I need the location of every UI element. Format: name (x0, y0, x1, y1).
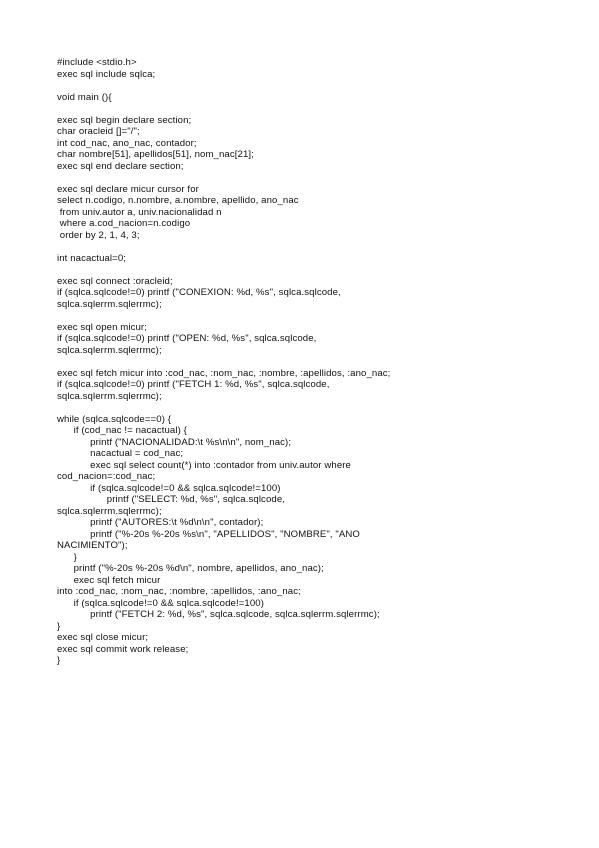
code-line: from univ.autor a, univ.nacionalidad n (57, 206, 222, 218)
code-line: cod_nacion=:cod_nac; (57, 471, 156, 482)
code-line: printf ("AUTORES:\t %d\n\n", contador); (57, 517, 264, 528)
code-line: select n.codigo, n.nombre, a.nombre, apellido, ano_nac (57, 195, 299, 206)
code-line: printf ("%-20s %-20s %s\n", "APELLIDOS", "NOMBRE", "ANO (57, 528, 360, 540)
code-line (57, 103, 577, 115)
code-line: if (cod_nac != nacactual) { (57, 425, 187, 436)
code-line: } (57, 655, 61, 666)
code-line: exec sql declare micur cursor for (57, 183, 199, 195)
code-line: int cod_nac, ano_nac, contador; (57, 137, 197, 149)
code-line: exec sql commit work release; (57, 643, 189, 655)
code-line: exec sql include sqlca; (57, 68, 156, 80)
code-line: exec sql close micur; (57, 632, 149, 643)
code-line: exec sql fetch micur into :cod_nac, :nom_nac, :nombre, :apellidos, :ano_nac; (57, 367, 391, 379)
code-line (57, 264, 577, 276)
code-line: } (57, 551, 77, 563)
code-line (57, 80, 577, 92)
code-line: char nombre[51], apellidos[51], nom_nac[21]; (57, 149, 254, 160)
code-line (57, 310, 577, 322)
code-line: exec sql open micur; (57, 321, 147, 333)
code-line (57, 356, 577, 368)
code-line: sqlca.sqlerrm.sqlerrmc); (57, 505, 162, 517)
code-line: int nacactual=0; (57, 252, 127, 264)
code-line: if (sqlca.sqlcode!=0 && sqlca.sqlcode!=100) (57, 482, 281, 494)
code-line: printf ("FETCH 2: %d, %s", sqlca.sqlcode, sqlca.sqlerrm.sqlerrmc); (57, 609, 380, 620)
code-line: sqlca.sqlerrm.sqlerrmc); (57, 344, 162, 356)
code-line: printf ("%-20s %-20s %d\n", nombre, apellidos, ano_nac); (57, 563, 324, 574)
code-line: order by 2, 1, 4, 3; (57, 229, 140, 241)
code-line: void main (){ (57, 91, 112, 103)
code-line: if (sqlca.sqlcode!=0 && sqlca.sqlcode!=100) (57, 597, 265, 609)
code-line: where a.cod_nacion=n.codigo (57, 218, 191, 229)
code-line: char oracleid []="/"; (57, 126, 140, 137)
code-line: #include <stdio.h> (57, 57, 137, 68)
source-code-block (57, 57, 577, 667)
code-line: exec sql end declare section; (57, 160, 184, 172)
code-line (57, 241, 577, 253)
code-line: exec sql select count(*) into :contador from univ.autor where (57, 459, 351, 471)
code-line: while (sqlca.sqlcode==0) { (57, 413, 172, 425)
code-line (57, 172, 577, 184)
code-line: sqlca.sqlerrm.sqlerrmc); (57, 298, 162, 310)
code-line: if (sqlca.sqlcode!=0) printf ("OPEN: %d, %s", sqlca.sqlcode, (57, 333, 317, 344)
code-line: into :cod_nac, :nom_nac, :nombre, :apellidos, :ano_nac; (57, 586, 301, 597)
code-line: sqlca.sqlerrm.sqlerrmc); (57, 390, 162, 402)
code-line (57, 402, 577, 414)
code-line: if (sqlca.sqlcode!=0) printf ("FETCH 1: %d, %s", sqlca.sqlcode, (57, 379, 330, 390)
code-line: if (sqlca.sqlcode!=0) printf ("CONEXION: %d, %s", sqlca.sqlcode, (57, 287, 341, 298)
code-line: printf ("SELECT: %d, %s", sqlca.sqlcode, (57, 494, 286, 505)
code-line: exec sql fetch micur (57, 574, 161, 586)
code-line: exec sql connect :oracleid; (57, 275, 173, 287)
code-line: NACIMIENTO"); (57, 540, 128, 551)
code-line: } (57, 620, 61, 632)
code-line: nacactual = cod_nac; (57, 448, 184, 459)
code-line: printf ("NACIONALIDAD:\t %s\n\n", nom_nac); (57, 436, 292, 448)
code-line: exec sql begin declare section; (57, 114, 192, 126)
